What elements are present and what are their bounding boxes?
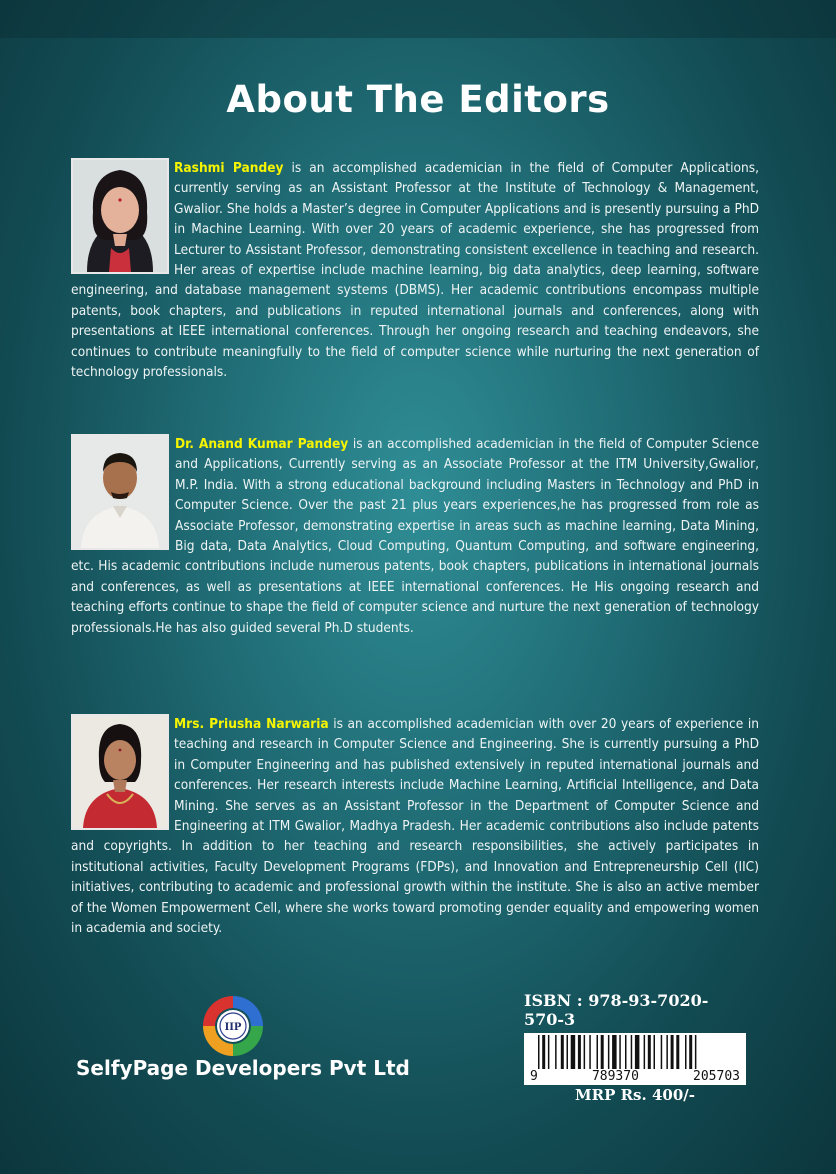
barcode-bar — [567, 1035, 569, 1069]
editor-description-anand: is an accomplished academician in the field of Computer Science and Applications, Currently serving as an Associate Professor at the ITM University,Gwalior, M.P. India. With a strong educational background including Masters in Technology and PhD in Computer Science. Over the past 21 plus years experiences,he has progressed from role as Associate Professor, demonstrating expertise in areas such as machine learning, Data Mining, Big data, Data Analytics, Cloud Computing, Quantum Computing, and software engineering, etc. His academic contributions include numerous patents, book chapters, publications in international journals and conferences, as well as presentations at IEEE international conferences. He His ongoing research and teaching efforts continue to shape the field of computer science and nurture the next generation of technology professionals.He has also guided several Ph.D students. — [71, 436, 759, 636]
barcode — [524, 1033, 746, 1085]
editor-photo-anand — [71, 434, 169, 550]
editor-name-anand: Dr. Anand Kumar Pandey — [175, 436, 349, 452]
barcode-bar — [671, 1035, 674, 1069]
barcode-bar — [608, 1035, 610, 1069]
barcode-bar — [654, 1035, 656, 1069]
page-title: About The Editors — [226, 78, 610, 121]
barcode-bar — [601, 1035, 604, 1069]
editor-name-rashmi: Rashmi Pandey — [174, 160, 284, 176]
editor-description-rashmi: is an accomplished academician in the field of Computer Applications, currently serving as an Assistant Professor at the Institute of Technology & Management, Gwalior. She holds a Master’s degree in Computer Applications and is presently pursuing a PhD in Machine Learning. With over 20 years of academic experience, she has progressed from Lecturer to Assistant Professor, demonstrating consistent excellence in teaching and research. Her areas of expertise include machine learning, big data analytics, deep learning, software engineering, and database management systems (DBMS). Her academic contributions encompass multiple patents, book chapters, and publications in reputed international journals and conferences, along with presentations at IEEE international conferences. Through her ongoing research and teaching endeavors, she continues to contribute meaningfully to the field of computer science while nurturing the next generation of technology professionals. — [71, 160, 759, 381]
barcode-bar — [666, 1035, 668, 1069]
barcode-bar — [661, 1035, 663, 1069]
barcode-digit-group-1: 789370 — [591, 1069, 639, 1084]
editor-photo-priusha — [71, 714, 169, 830]
publisher-logo-text: IIP — [224, 1022, 242, 1033]
editor-bio-rashmi — [71, 158, 759, 382]
barcode-bar — [619, 1035, 621, 1069]
barcode-bar — [612, 1035, 617, 1069]
barcode-bar — [631, 1035, 633, 1069]
barcode-digit-lead: 9 — [530, 1069, 538, 1084]
publisher-logo-icon — [194, 992, 272, 1060]
barcode-bar — [685, 1035, 687, 1069]
barcode-bar — [695, 1035, 697, 1069]
publisher-name: SelfyPage Developers Pvt Ltd — [76, 1056, 410, 1080]
isbn-block — [524, 991, 744, 1104]
publisher-logo — [194, 992, 272, 1060]
barcode-bar — [676, 1035, 679, 1069]
barcode-bars — [524, 1033, 746, 1071]
isbn-number: ISBN : 978-93-7020-570-3 — [524, 991, 709, 1029]
mrp-price: MRP Rs. 400/- — [575, 1086, 695, 1104]
barcode-bar — [689, 1035, 692, 1069]
editor-bio-priusha — [71, 714, 759, 938]
barcode-bar — [561, 1035, 564, 1069]
barcode-bar — [542, 1035, 545, 1069]
barcode-digit-group-2: 205703 — [693, 1069, 740, 1084]
top-border-strip — [0, 0, 836, 38]
barcode-bar — [589, 1035, 591, 1069]
barcode-bar — [584, 1035, 586, 1069]
editor-photo-rashmi — [71, 158, 169, 274]
barcode-bar — [644, 1035, 646, 1069]
barcode-bar — [548, 1035, 550, 1069]
barcode-bar — [578, 1035, 581, 1069]
editor-name-priusha: Mrs. Priusha Narwaria — [174, 716, 329, 732]
barcode-bar — [571, 1035, 576, 1069]
editor-bio-anand — [71, 434, 759, 638]
barcode-bar — [625, 1035, 627, 1069]
barcode-bar — [538, 1035, 540, 1069]
barcode-bar — [597, 1035, 599, 1069]
barcode-bar — [635, 1035, 640, 1069]
editor-description-priusha: is an accomplished academician with over 20 years of experience in teaching and research in Computer Science and Engineering. She is currently pursuing a PhD in Computer Engineering and has published extensively in reputed international journals and conferences. Her research interests include Machine Learning, Artificial Intelligence, and Data Mining. She serves as an Assistant Professor in the Department of Computer Science and Engineering at ITM Gwalior, Madhya Pradesh. Her academic contributions also include patents and copyrights. In addition to her teaching and research responsibilities, she actively participates in institutional activities, Faculty Development Programs (FDPs), and Innovation and Entrepreneurship Cell (IIC) initiatives, contributing to academic and professional growth within the institute. She is also an active member of the Women Empowerment Cell, where she works toward promoting gender equality and empowering women in academia and society. — [71, 716, 759, 937]
barcode-bar — [555, 1035, 557, 1069]
barcode-digits — [524, 1069, 746, 1084]
barcode-bar — [648, 1035, 651, 1069]
